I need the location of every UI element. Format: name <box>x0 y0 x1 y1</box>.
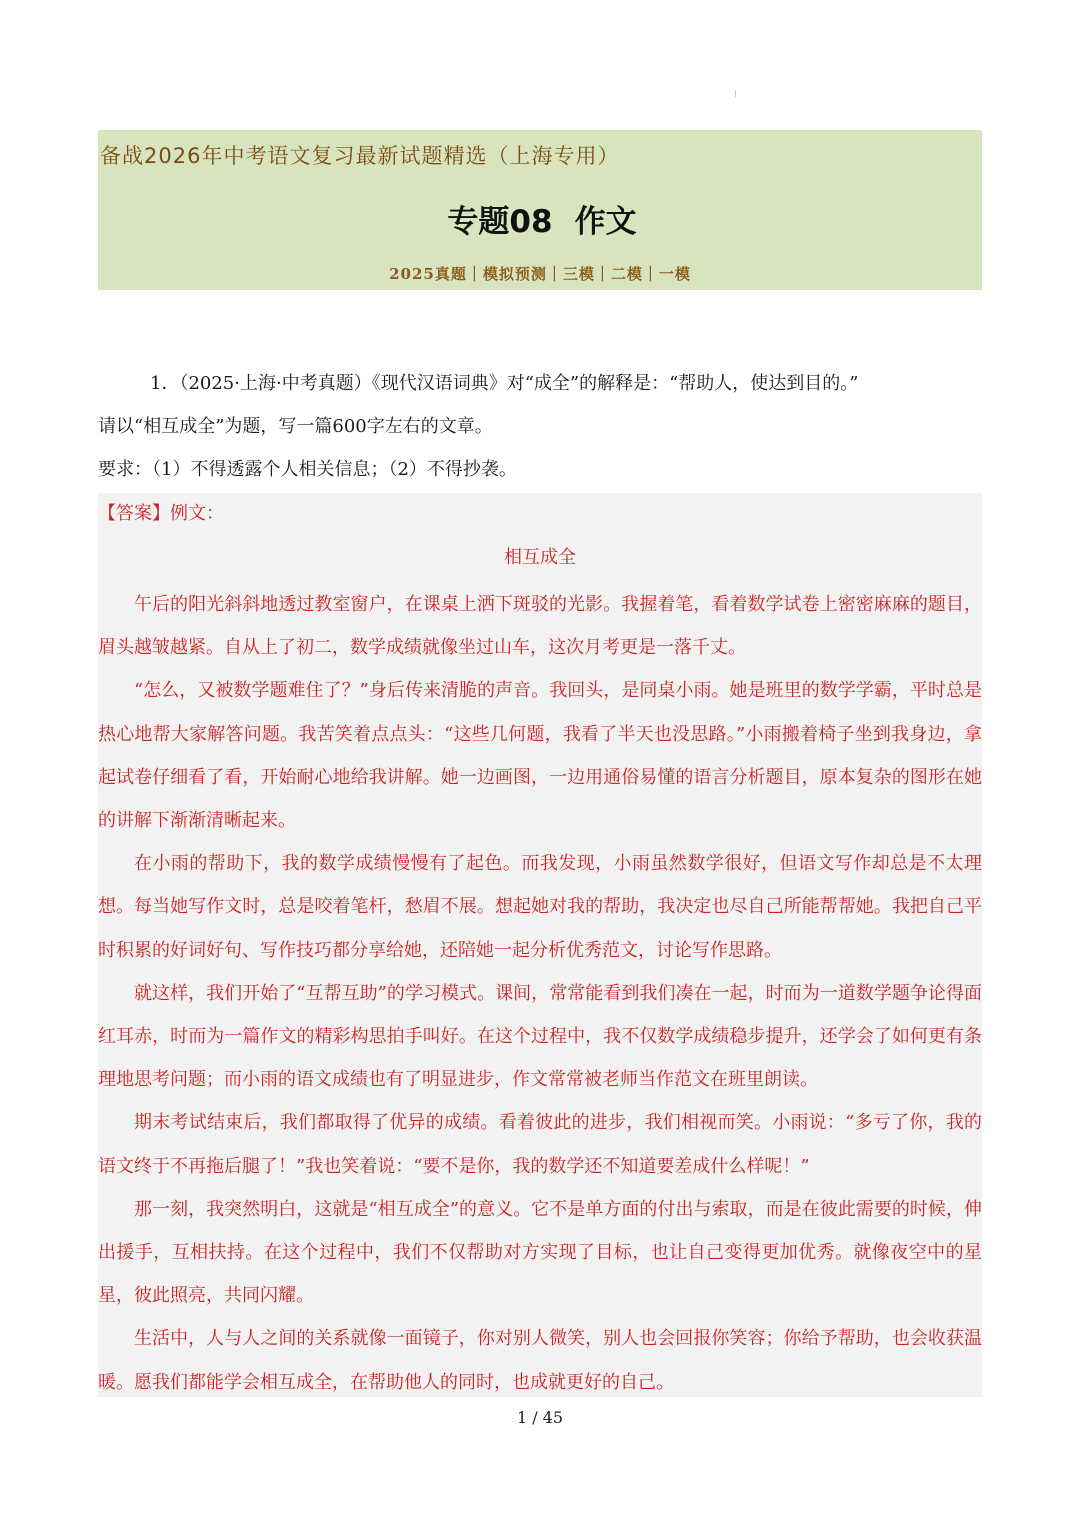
essay-title: 相互成全 <box>504 547 576 568</box>
question-requirements: 要求：（1）不得透露个人相关信息；（2）不得抄袭。 <box>98 459 517 480</box>
question-line-1: 1．（2025·上海·中考真题）《现代汉语词典》对“成全”的解释是：“帮助人，使达到目的。” <box>150 373 859 394</box>
page-indicator: 1 / 45 <box>516 1408 564 1427</box>
essay-paragraph: “怎么，又被数学题难住了？”身后传来清脆的声音。我回头，是同桌小雨。她是班里的数学学霸，平时总是热心地帮大家解答问题。我苦笑着点点头：“这些几何题，我看了半天也没思路。”小雨搬着椅子坐到我身边，拿起试卷仔细看了看，开始耐心地给我讲解。她一边画图，一边用通俗易懂的语言分析题目，原本复杂的图形在她的讲解下渐渐清晰起来。 <box>98 680 982 832</box>
essay-paragraph: 在小雨的帮助下，我的数学成绩慢慢有了起色。而我发现，小雨虽然数学很好，但语文写作却总是不太理想。每当她写作文时，总是咬着笔杆，愁眉不展。想起她对我的帮助，我决定也尽自己所能帮帮她。我把自己平时积累的好词好句、写作技巧都分享给她，还陪她一起分析优秀范文，讨论写作思路。 <box>98 853 982 961</box>
topic-title <box>98 196 982 241</box>
essay-body <box>98 583 982 1404</box>
essay-paragraph: 午后的阳光斜斜地透过教室窗户，在课桌上洒下斑驳的光影。我握着笔，看着数学试卷上密密麻麻的题目，眉头越皱越紧。自从上了初二，数学成绩就像坐过山车，这次月考更是一落千丈。 <box>98 594 982 659</box>
essay-paragraph: 生活中，人与人之间的关系就像一面镜子，你对别人微笑，别人也会回报你笑容；你给予帮助，也会收获温暖。愿我们都能学会相互成全，在帮助他人的同时，也成就更好的自己。 <box>98 1328 982 1393</box>
question-line-2: 请以“相互成全”为题，写一篇600字左右的文章。 <box>98 416 493 437</box>
banner-subtitle: 2025真题｜模拟预测｜三模｜二模｜一模 <box>389 265 691 283</box>
header-mark <box>735 90 736 97</box>
answer-label: 【答案】例文： <box>98 503 224 524</box>
answer-section <box>98 493 982 1397</box>
topic-name: 作文 <box>574 204 637 240</box>
series-title: 备战2026年中考语文复习最新试题精选（上海专用） <box>100 144 620 168</box>
title-banner <box>98 130 982 290</box>
topic-number: 专题08 <box>447 204 553 240</box>
essay-paragraph: 就这样，我们开始了“互帮互助”的学习模式。课间，常常能看到我们凑在一起，时而为一道数学题争论得面红耳赤，时而为一篇作文的精彩构思拍手叫好。在这个过程中，我不仅数学成绩稳步提升，还学会了如何更有条理地思考问题；而小雨的语文成绩也有了明显进步，作文常常被老师当作范文在班里朗读。 <box>98 982 982 1091</box>
essay-paragraph: 期末考试结束后，我们都取得了优异的成绩。看着彼此的进步，我们相视而笑。小雨说：“多亏了你，我的语文终于不再拖后腿了！”我也笑着说：“要不是你，我的数学还不知道要差成什么样呢！” <box>98 1112 982 1177</box>
essay-paragraph: 那一刻，我突然明白，这就是“相互成全”的意义。它不是单方面的付出与索取，而是在彼此需要的时候，伸出援手，互相扶持。在这个过程中，我们不仅帮助对方实现了目标，也让自己变得更加优秀。就像夜空中的星星，彼此照亮，共同闪耀。 <box>98 1198 982 1307</box>
